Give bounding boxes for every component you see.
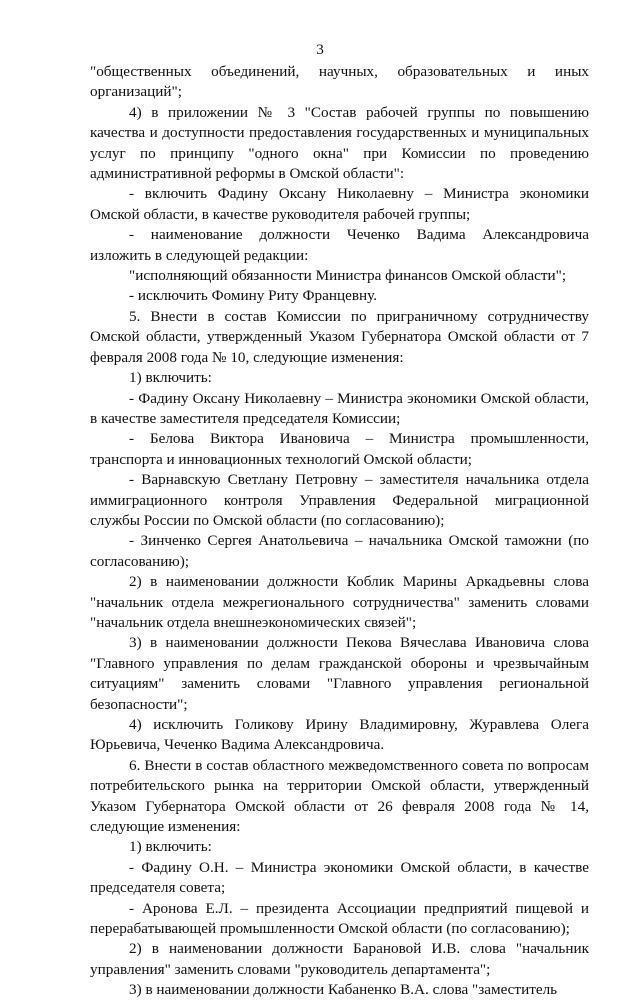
paragraph: - Белова Виктора Ивановича – Министра промышленности, транспорта и инновационных технологий Омской области; [90, 430, 589, 468]
paragraph: - включить Фадину Оксану Николаевну – Министра экономики Омской области, в качестве руководителя рабочей группы; [90, 185, 589, 223]
paragraph: 5. Внести в состав Комиссии по приграничному сотрудничеству Омской области, утвержденный Указом Губернатора Омской области от 7 февраля 2008 года № 10, следующие изменения: [90, 307, 589, 366]
paragraph: 6. Внести в состав областного межведомственного совета по вопросам потребительского рынка на территории Омской области, утвержденный Указом Губернатора Омской области от 26 февраля 2008 года № 14, следующие изменения: [90, 756, 589, 836]
paragraph: - Фадину Оксану Николаевну – Министра экономики Омской области, в качестве заместителя председателя Комиссии; [90, 389, 589, 427]
paragraph: - Фадину О.Н. – Министра экономики Омской области, в качестве председателя совета; [90, 858, 589, 897]
paragraph: - наименование должности Чеченко Вадима Александровича изложить в следующей редакции: [90, 226, 589, 264]
paragraph: 1) включить: [129, 838, 212, 856]
paragraph: - Зинченко Сергея Анатольевича – начальника Омской таможни (по согласованию); [90, 532, 589, 570]
paragraph: - Варнавскую Светлану Петровну – заместителя начальника отдела иммиграционного контроля Управления Федеральной миграционной службы России по Омской области (по согласованию); [90, 471, 589, 529]
paragraph: "исполняющий обязанности Министра финансов Омской области"; [129, 267, 567, 285]
paragraph: "общественных объединений, научных, образовательных и иных организаций"; [90, 63, 589, 101]
paragraph: 3) в наименовании должности Пекова Вячеслава Ивановича слова "Главного управления по делам гражданской обороны и чрезвычайным ситуациям" заменить словами "Главного управления региональной безопасности"; [90, 634, 589, 713]
page-number: 3 [316, 41, 324, 58]
document-body [90, 62, 589, 1001]
paragraph: 3) в наименовании должности Кабаненко В.А. слова "заместитель [129, 981, 558, 999]
paragraph: - Аронова Е.Л. – президента Ассоциации предприятий пищевой и перерабатывающей промышленности Омской области (по согласованию); [90, 899, 589, 938]
paragraph: 1) включить: [129, 369, 212, 387]
paragraph: 4) исключить Голикову Ирину Владимировну, Журавлева Олега Юрьевича, Чеченко Вадима Александровича. [90, 716, 589, 754]
paragraph: 2) в наименовании должности Коблик Марины Аркадьевны слова "начальник отдела межрегионального сотрудничества" заменить словами "начальник отдела внешнеэкономических связей"; [90, 573, 589, 631]
paragraph: 2) в наименовании должности Барановой И.В. слова "начальник управления" заменить словами "руководитель департамента"; [90, 940, 589, 978]
paragraph: - исключить Фомину Риту Францевну. [129, 287, 378, 305]
paragraph: 4) в приложении № 3 "Состав рабочей группы по повышению качества и доступности предоставления государственных и муниципальных услуг по принципу "одного окна" при Комиссии по проведению административной реформы в Омской области": [90, 103, 589, 183]
